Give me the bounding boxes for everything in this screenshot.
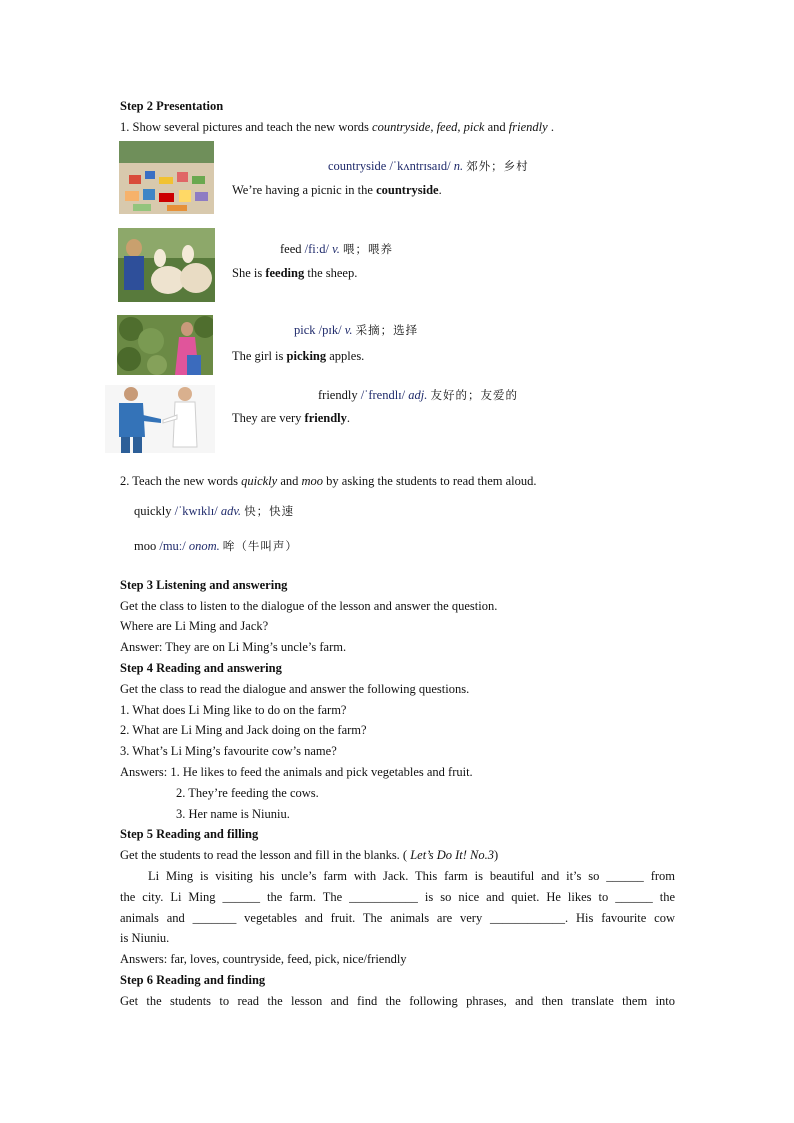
vocab-pick: pick /pɪk/ v. 采摘；选择	[294, 323, 419, 337]
vocab-countryside: countryside /ˈkʌntrɪsaɪd/ n. 郊外；乡村	[328, 159, 529, 173]
step2-intro: 1. Show several pictures and teach the new words countryside, feed, pick and friendly .	[120, 120, 554, 134]
step5-paragraph-line: Li Ming is visiting his uncle’s farm with Jack. This farm is beautiful and it’s so ______ from	[148, 869, 675, 883]
vocab-friendly: friendly /ˈfrendlɪ/ adj. 友好的；友爱的	[318, 388, 518, 402]
sentence-friendly: They are very friendly.	[232, 411, 351, 425]
vocab-quickly: quickly /ˈkwɪklɪ/ adv. 快；快速	[134, 504, 295, 518]
step4-line: Answers: 1. He likes to feed the animals and pick vegetables and fruit.	[120, 765, 473, 779]
vocab-moo: moo /muː/ onom. 哞（牛叫声）	[134, 539, 298, 553]
sentence-pick: The girl is picking apples.	[232, 349, 365, 363]
step4-answer: 3. Her name is Niuniu.	[176, 807, 290, 821]
step2-item2: 2. Teach the new words quickly and moo by asking the students to read them aloud.	[120, 474, 537, 488]
step4-line: 3. What’s Li Ming’s favourite cow’s name?	[120, 744, 337, 758]
sentence-countryside: We’re having a picnic in the countryside.	[232, 183, 442, 197]
step3-line: Answer: They are on Li Ming’s uncle’s farm.	[120, 640, 347, 654]
step5-paragraph-line: animals and _______ vegetables and fruit. The animals are very ____________. His favourite cow	[120, 911, 675, 925]
step2-heading: Step 2 Presentation	[120, 99, 224, 113]
sentence-feed: She is feeding the sheep.	[232, 266, 358, 280]
step3-heading: Step 3 Listening and answering	[120, 578, 288, 592]
step5-paragraph-line: the city. Li Ming ______ the farm. The ___________ is so nice and quiet. He likes to ______ the	[120, 890, 675, 904]
step3-line: Get the class to listen to the dialogue of the lesson and answer the question.	[120, 599, 498, 613]
step5-intro: Get the students to read the lesson and fill in the blanks. ( Let’s Do It! No.3)	[120, 848, 499, 862]
step5-answers: Answers: far, loves, countryside, feed, pick, nice/friendly	[120, 952, 407, 966]
step6-line: Get the students to read the lesson and find the following phrases, and then translate them into	[120, 994, 675, 1008]
step4-line: 2. What are Li Ming and Jack doing on the farm?	[120, 723, 367, 737]
step4-line: 1. What does Li Ming like to do on the farm?	[120, 703, 347, 717]
step5-paragraph-line: is Niuniu.	[120, 931, 170, 945]
step3-line: Where are Li Ming and Jack?	[120, 619, 269, 633]
step4-heading: Step 4 Reading and answering	[120, 661, 282, 675]
step4-line: Get the class to read the dialogue and answer the following questions.	[120, 682, 470, 696]
handshake-photo	[105, 385, 215, 453]
feeding-sheep-photo	[118, 228, 215, 302]
step6-heading: Step 6 Reading and finding	[120, 973, 266, 987]
picnic-photo	[119, 141, 214, 214]
step4-answer: 2. They’re feeding the cows.	[176, 786, 319, 800]
vocab-feed: feed /fiːd/ v. 喂；喂养	[280, 242, 393, 256]
step5-heading: Step 5 Reading and filling	[120, 827, 259, 841]
picking-apples-photo	[117, 315, 213, 375]
